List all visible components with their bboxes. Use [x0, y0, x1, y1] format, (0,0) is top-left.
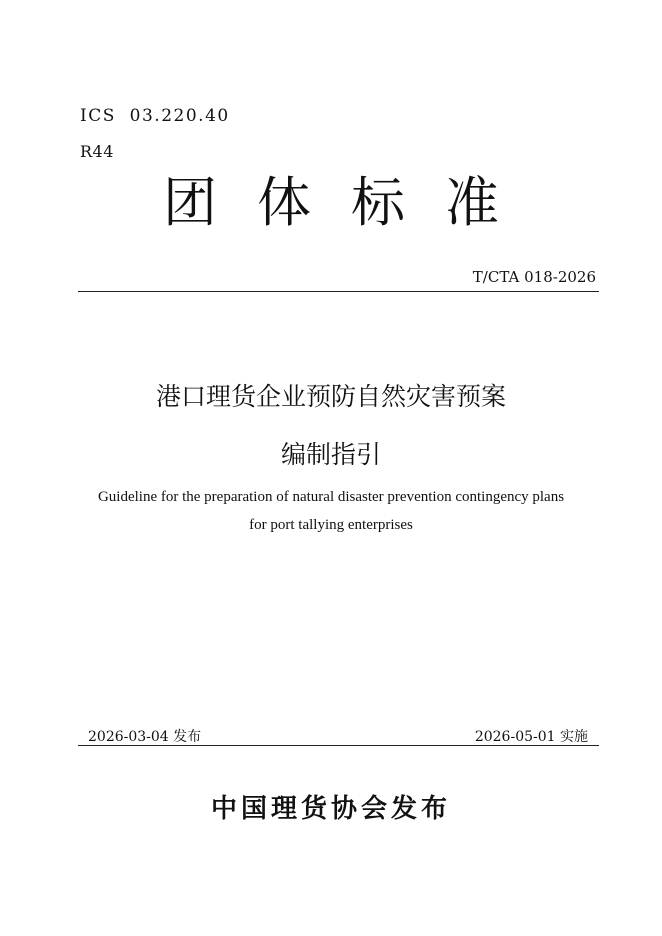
standard-number: T/CTA 018-2026 [472, 268, 596, 286]
classification-code: R44 [80, 142, 114, 161]
title-chinese-line-2: 编制指引 [280, 440, 381, 469]
document-type-heading: 团体标准 [163, 171, 539, 234]
bottom-divider [78, 745, 599, 746]
top-divider [78, 291, 599, 292]
title-english-line-1: Guideline for the preparation of natural disaster prevention contingency plans [97, 489, 565, 505]
title-english-line-2: for port tallying enterprises [249, 517, 413, 533]
publisher: 中国理货协会发布 [210, 794, 451, 824]
publish-date: 2026-03-04 发布 [88, 729, 202, 745]
ics-code: ICS 03.220.40 [80, 106, 230, 126]
title-chinese-line-1: 港口理货企业预防自然灾害预案 [155, 382, 506, 411]
implement-date: 2026-05-01 实施 [474, 729, 588, 745]
